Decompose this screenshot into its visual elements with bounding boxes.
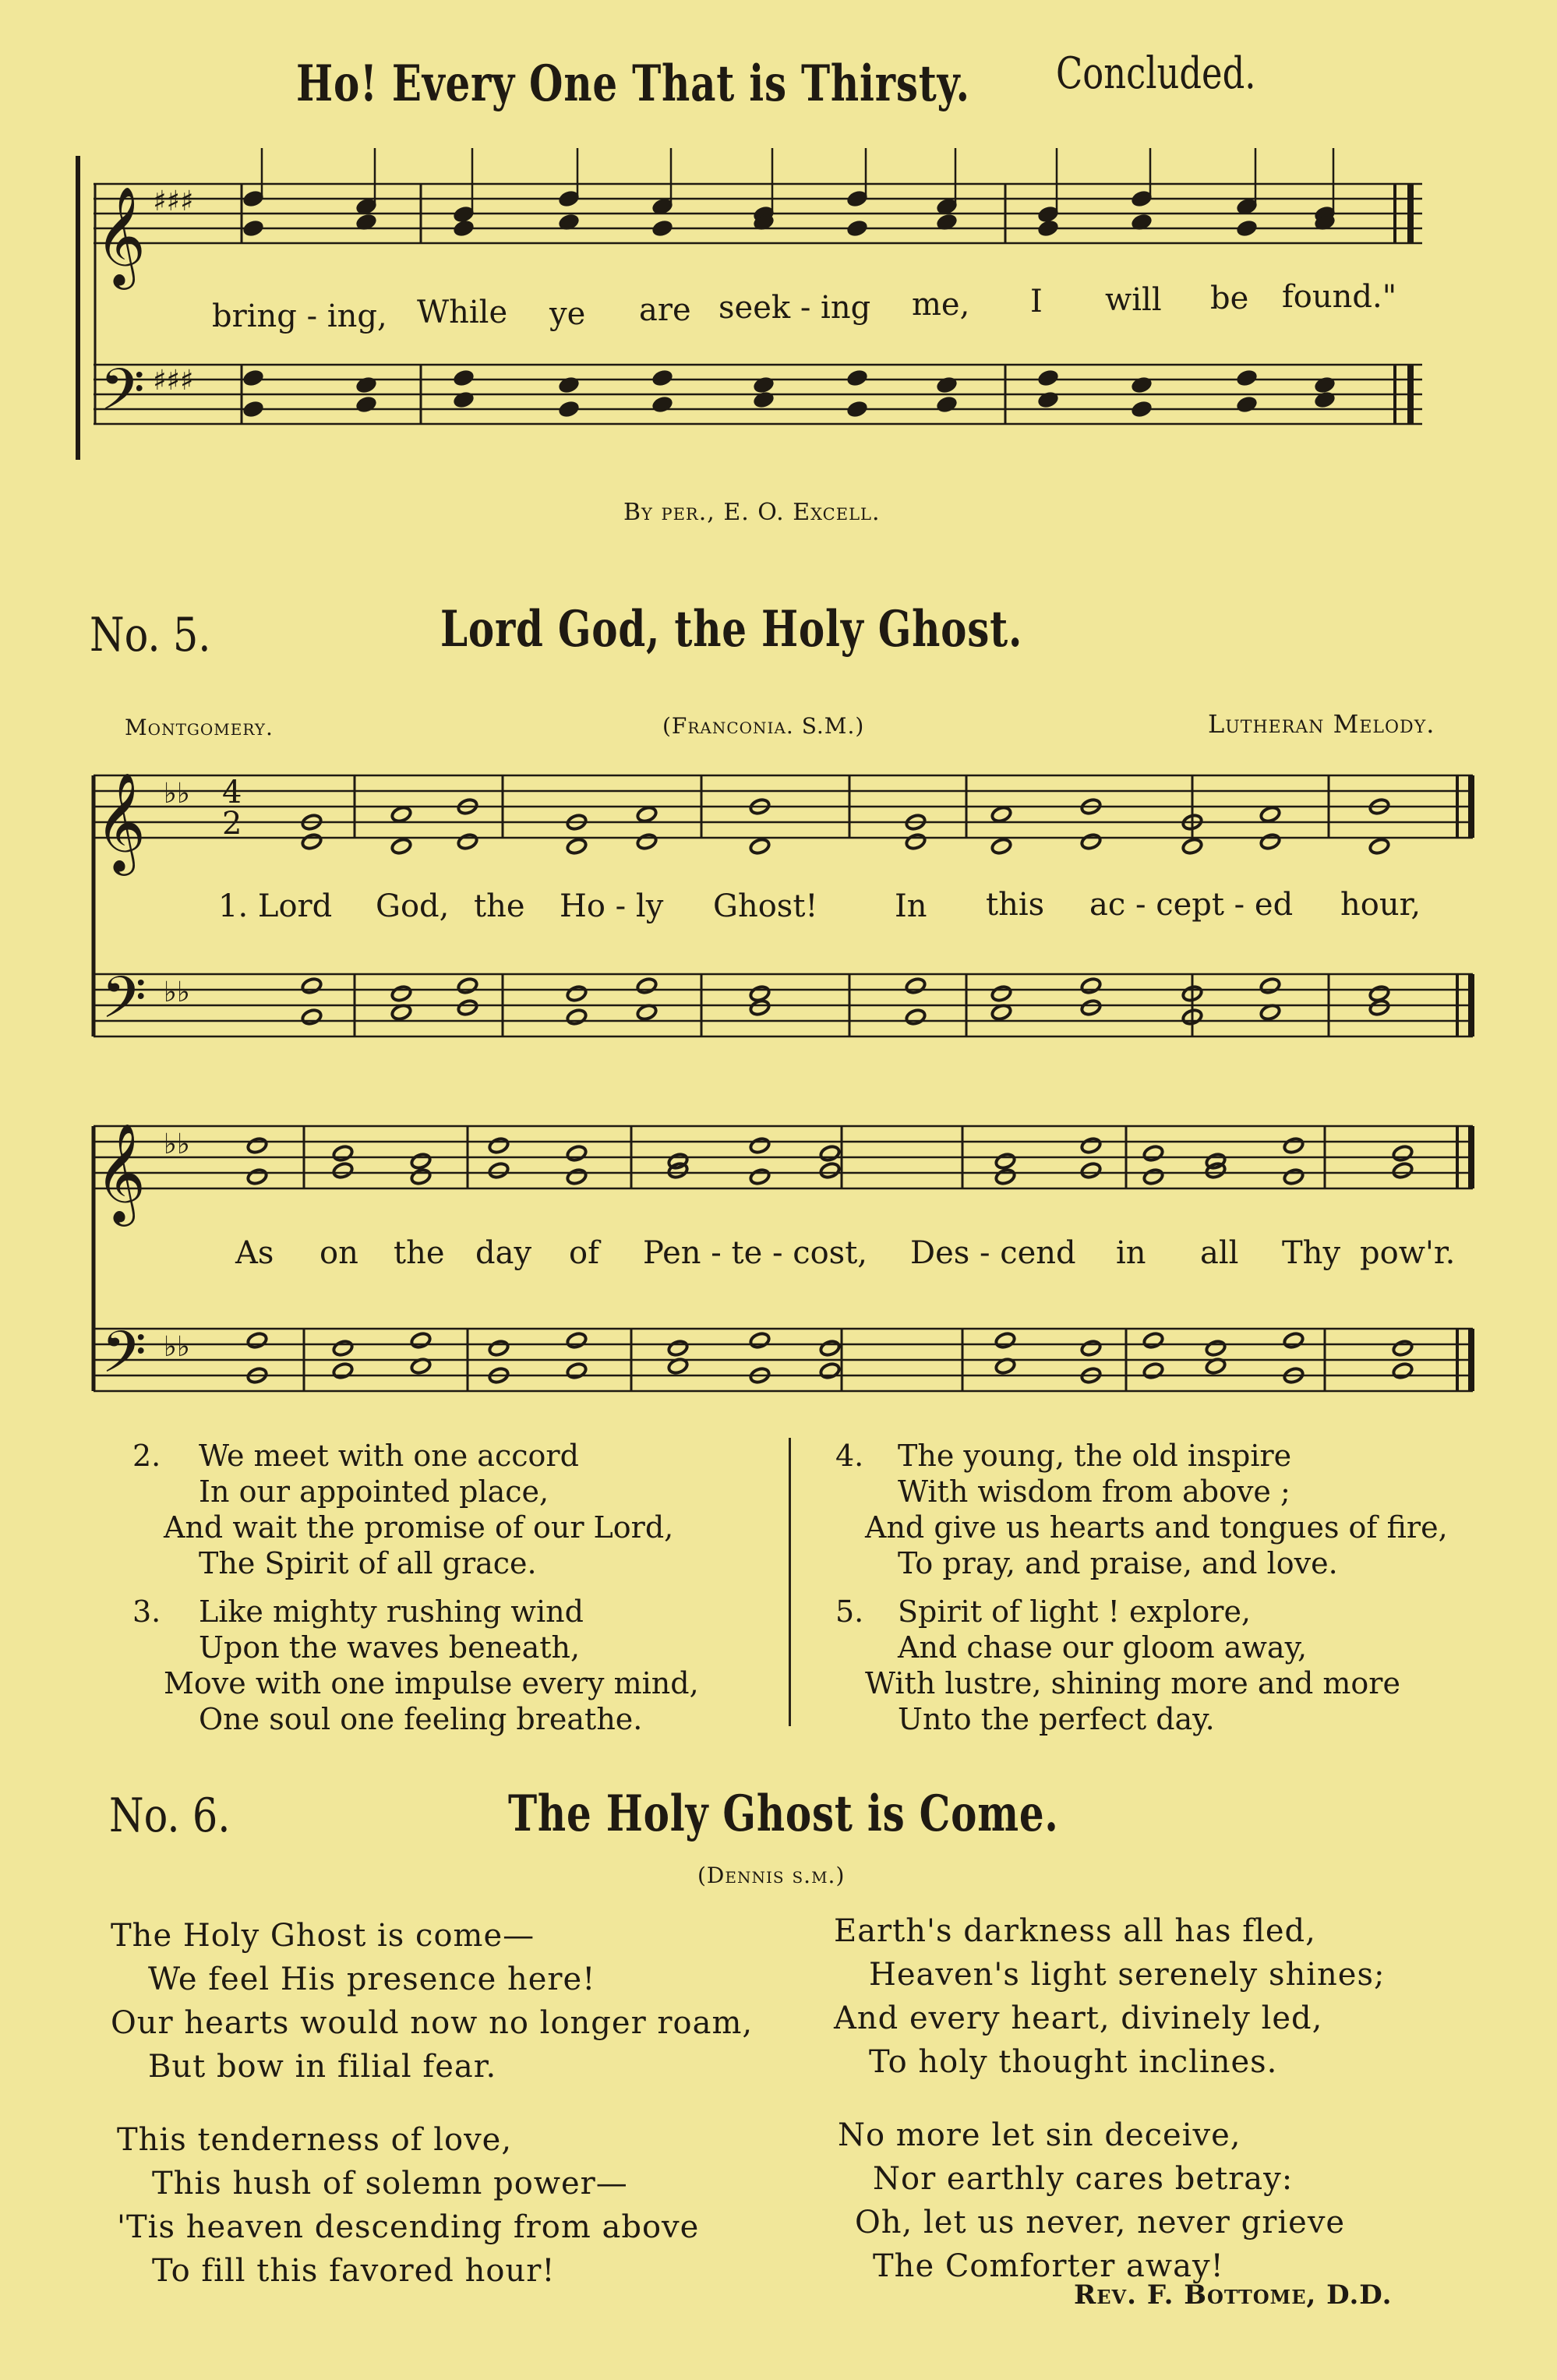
note-head	[566, 1331, 588, 1349]
note-head	[636, 976, 658, 994]
hymn6-stanza-1	[111, 1914, 753, 2089]
note-head	[636, 832, 658, 850]
note-head	[301, 976, 323, 994]
note-head	[242, 219, 264, 237]
key-signature: ♯♯♯	[153, 185, 194, 217]
hymn5-verse-5	[835, 1594, 1400, 1737]
hymn5-lyric: hour,	[1340, 887, 1421, 923]
hymn6-title: The Holy Ghost is Come.	[508, 1785, 1059, 1843]
note-head	[1131, 400, 1153, 418]
hymn4-lyric: me,	[912, 287, 970, 323]
hymn4-lyric: will	[1105, 282, 1162, 318]
poem-line: 'Tis heaven descending from above	[117, 2209, 700, 2245]
note-head	[390, 984, 412, 1002]
note-head	[453, 219, 475, 237]
note-head	[819, 1339, 841, 1357]
treble-clef: 𝄞	[95, 1122, 147, 1222]
hymn4-title: Ho! Every One That is Thirsty.	[296, 55, 970, 113]
hymn5-title: Lord God, the Holy Ghost.	[440, 600, 1023, 659]
note-head	[749, 837, 771, 855]
verse-line: In our appointed place,	[199, 1474, 549, 1509]
note-head	[410, 1167, 432, 1185]
note-head	[242, 400, 264, 418]
hymn5-verse-4	[835, 1438, 1448, 1581]
hymn4-lyric: ye	[549, 296, 586, 332]
verse-line: And wait the promise of our Lord,	[164, 1510, 674, 1545]
note-head	[410, 1331, 432, 1349]
verse-line: And chase our gloom away,	[898, 1630, 1308, 1665]
poem-line: Nor earthly cares betray:	[873, 2161, 1294, 2197]
note-head	[1392, 1339, 1414, 1357]
hymn4-lyric: are	[639, 292, 691, 328]
hymn5-lyric: in	[1116, 1235, 1146, 1271]
hymn4-concluded: Concluded.	[1056, 48, 1256, 99]
note-head	[1080, 976, 1102, 994]
note-head	[990, 984, 1012, 1002]
note-head	[749, 998, 771, 1016]
note-head	[566, 1167, 588, 1185]
verse-number: 5.	[835, 1594, 864, 1629]
verse-line: One soul one feeling breathe.	[199, 1702, 643, 1736]
hymn5-lyric: of	[569, 1235, 599, 1271]
hymn5-lyric: Ghost!	[713, 888, 818, 924]
key-signature: ♭♭	[164, 1128, 190, 1160]
note-head	[994, 1167, 1016, 1185]
note-head	[1080, 1136, 1102, 1154]
verse-line: Like mighty rushing wind	[199, 1594, 584, 1629]
hymn5-lyric: the	[474, 888, 525, 924]
hymn5-lyric: this	[986, 887, 1045, 923]
hymn6-number: No. 6.	[109, 1789, 231, 1843]
hymn4-lyric: bring - ing,	[212, 298, 387, 334]
note-head	[846, 400, 868, 418]
note-head	[651, 219, 673, 237]
hymn6-stanza-3	[834, 1909, 1385, 2084]
treble-clef: 𝄞	[95, 772, 147, 871]
hymn5-lyric: Ho - ly	[560, 888, 664, 924]
hymn5-lyric: the	[394, 1235, 445, 1271]
note-head	[1037, 219, 1059, 237]
hymn5-lyric: ac - cept - ed	[1089, 887, 1294, 923]
note-head	[332, 1144, 354, 1162]
note-head	[846, 219, 868, 237]
note-head	[566, 984, 588, 1002]
note-head	[667, 1339, 689, 1357]
poem-line: No more let sin deceive,	[838, 2117, 1241, 2153]
hymn4-credit: By per., E. O. Excell.	[623, 499, 881, 526]
note-head	[410, 1152, 432, 1170]
note-head	[566, 1144, 588, 1162]
verse-line: Move with one impulse every mind,	[164, 1666, 699, 1700]
note-head	[1368, 998, 1390, 1016]
note-head	[651, 369, 673, 387]
note-head	[936, 395, 958, 413]
note-head	[566, 837, 588, 855]
poem-line: Heaven's light serenely shines;	[869, 1957, 1386, 1993]
note-head	[990, 805, 1012, 823]
poem-line: But bow in filial fear.	[148, 2049, 497, 2085]
note-head	[332, 1339, 354, 1357]
poem-line: And every heart, divinely led,	[834, 2000, 1323, 2036]
key-signature: ♭♭	[164, 778, 190, 810]
verse-number: 3.	[132, 1594, 161, 1629]
note-head	[905, 976, 927, 994]
hymn6-author: Rev. F. Bottome, D.D.	[1074, 2279, 1393, 2311]
note-head	[457, 998, 478, 1016]
hymn5-lyric: Des - cend	[910, 1235, 1076, 1271]
note-head	[488, 1136, 510, 1154]
hymn5-lyric: pow'r.	[1360, 1235, 1456, 1271]
note-head	[301, 832, 323, 850]
bass-clef: 𝄢	[101, 964, 147, 1046]
note-head	[1142, 1144, 1164, 1162]
hymn4-lyric: I	[1030, 284, 1043, 320]
hymn5-composer: Lutheran Melody.	[1208, 709, 1435, 739]
bass-clef: 𝄢	[101, 1319, 147, 1400]
verse-line: Upon the waves beneath,	[199, 1630, 581, 1665]
note-head	[1283, 1167, 1305, 1185]
note-head	[457, 976, 478, 994]
hymn6-stanza-2	[117, 2118, 699, 2293]
poem-line: This tenderness of love,	[117, 2122, 513, 2158]
hymn5-lyric: on	[320, 1235, 358, 1271]
poem-line: To holy thought inclines.	[869, 2044, 1278, 2080]
verse-column-divider	[789, 1438, 791, 1726]
hymn6-tune: (Dennis s.m.)	[697, 1863, 846, 1888]
time-signature: 4	[222, 775, 242, 810]
hymn4-lyric: found."	[1282, 279, 1397, 315]
hymn5-author: Montgomery.	[125, 715, 274, 740]
note-head	[488, 1339, 510, 1357]
verse-number: 2.	[132, 1439, 161, 1473]
note-head	[1259, 832, 1281, 850]
note-head	[1392, 1144, 1414, 1162]
note-head	[1236, 219, 1258, 237]
note-head	[1259, 805, 1281, 823]
note-head	[994, 1152, 1016, 1170]
hymn5-tune: (Franconia. S.M.)	[662, 713, 865, 739]
note-head	[1205, 1339, 1227, 1357]
note-head	[749, 1167, 771, 1185]
verse-line: To pray, and praise, and love.	[898, 1546, 1338, 1580]
note-head	[1142, 1361, 1164, 1379]
note-head	[301, 1008, 323, 1026]
hymn5-lyric: Pen - te - cost,	[643, 1235, 867, 1271]
key-signature: ♭♭	[164, 1331, 190, 1363]
hymn5-lyric: In	[895, 888, 927, 924]
note-head	[488, 1161, 510, 1179]
note-head	[332, 1161, 354, 1179]
note-head	[990, 837, 1012, 855]
poem-line: Oh, let us never, never grieve	[855, 2205, 1346, 2241]
verse-line: And give us hearts and tongues of fire,	[865, 1510, 1448, 1545]
note-head	[819, 1361, 841, 1379]
note-head	[566, 1361, 588, 1379]
key-signature: ♭♭	[164, 976, 190, 1008]
verse-line: Unto the perfect day.	[898, 1702, 1215, 1736]
note-head	[1392, 1161, 1414, 1179]
note-head	[453, 369, 475, 387]
verse-line: Spirit of light ! explore,	[898, 1594, 1252, 1629]
note-head	[905, 1008, 927, 1026]
verse-line: The young, the old inspire	[898, 1439, 1292, 1473]
key-signature: ♯♯♯	[153, 365, 194, 397]
hymn5-lyric: As	[235, 1235, 274, 1271]
poem-line: We feel His presence here!	[148, 1962, 596, 1997]
note-head	[819, 1144, 841, 1162]
note-head	[1236, 369, 1258, 387]
note-head	[1142, 1167, 1164, 1185]
treble-clef: 𝄞	[95, 185, 147, 285]
poem-line: Our hearts would now no longer roam,	[111, 2005, 754, 2041]
hymn4-lyric: While	[417, 295, 508, 330]
hymn5-verse-3	[132, 1594, 699, 1737]
note-head	[1283, 1331, 1305, 1349]
note-head	[1236, 395, 1258, 413]
note-head	[1181, 837, 1203, 855]
hymn6-stanza-4	[838, 2113, 1345, 2288]
note-head	[819, 1161, 841, 1179]
note-head	[566, 1008, 588, 1026]
note-head	[558, 400, 580, 418]
note-head	[1037, 369, 1059, 387]
note-head	[246, 1331, 268, 1349]
note-head	[636, 805, 658, 823]
hymn5-verse-2	[132, 1438, 673, 1581]
hymn5-number: No. 5.	[90, 608, 211, 662]
verse-line: With wisdom from above ;	[898, 1474, 1290, 1509]
note-head	[246, 1167, 268, 1185]
note-head	[332, 1361, 354, 1379]
poem-line: The Comforter away!	[873, 2248, 1224, 2284]
note-head	[905, 832, 927, 850]
note-head	[390, 805, 412, 823]
time-signature: 2	[222, 806, 242, 842]
note-head	[1080, 832, 1102, 850]
note-head	[355, 395, 377, 413]
poem-line: This hush of solemn power—	[152, 2166, 628, 2202]
note-head	[1368, 837, 1390, 855]
note-head	[1080, 998, 1102, 1016]
hymn5-lyric: all	[1200, 1235, 1239, 1271]
note-head	[1142, 1331, 1164, 1349]
poem-line: The Holy Ghost is come—	[111, 1918, 535, 1954]
note-head	[457, 832, 478, 850]
note-head	[651, 395, 673, 413]
hymn5-lyric: God,	[376, 888, 450, 924]
hymn5-lyric: 1. Lord	[218, 888, 333, 924]
note-head	[846, 369, 868, 387]
verse-line: With lustre, shining more and more	[865, 1666, 1400, 1700]
hymn4-lyric: seek - ing	[718, 290, 871, 326]
note-head	[242, 369, 264, 387]
note-head	[390, 837, 412, 855]
note-head	[1259, 976, 1281, 994]
poem-line: Earth's darkness all has fled,	[834, 1913, 1316, 1949]
verse-line: The Spirit of all grace.	[199, 1546, 537, 1580]
note-head	[1283, 1136, 1305, 1154]
verse-number: 4.	[835, 1439, 864, 1473]
note-head	[1080, 1339, 1102, 1357]
note-head	[994, 1331, 1016, 1349]
note-head	[749, 1331, 771, 1349]
hymn5-lyric: day	[475, 1235, 532, 1271]
note-head	[749, 1136, 771, 1154]
verse-line: We meet with one accord	[199, 1439, 579, 1473]
bass-clef: 𝄢	[100, 356, 145, 438]
note-head	[1392, 1361, 1414, 1379]
note-head	[246, 1136, 268, 1154]
hymn5-lyric: Thy	[1282, 1235, 1341, 1271]
note-head	[1080, 1161, 1102, 1179]
poem-line: To fill this favored hour!	[152, 2253, 556, 2289]
hymn4-lyric: be	[1210, 281, 1249, 316]
